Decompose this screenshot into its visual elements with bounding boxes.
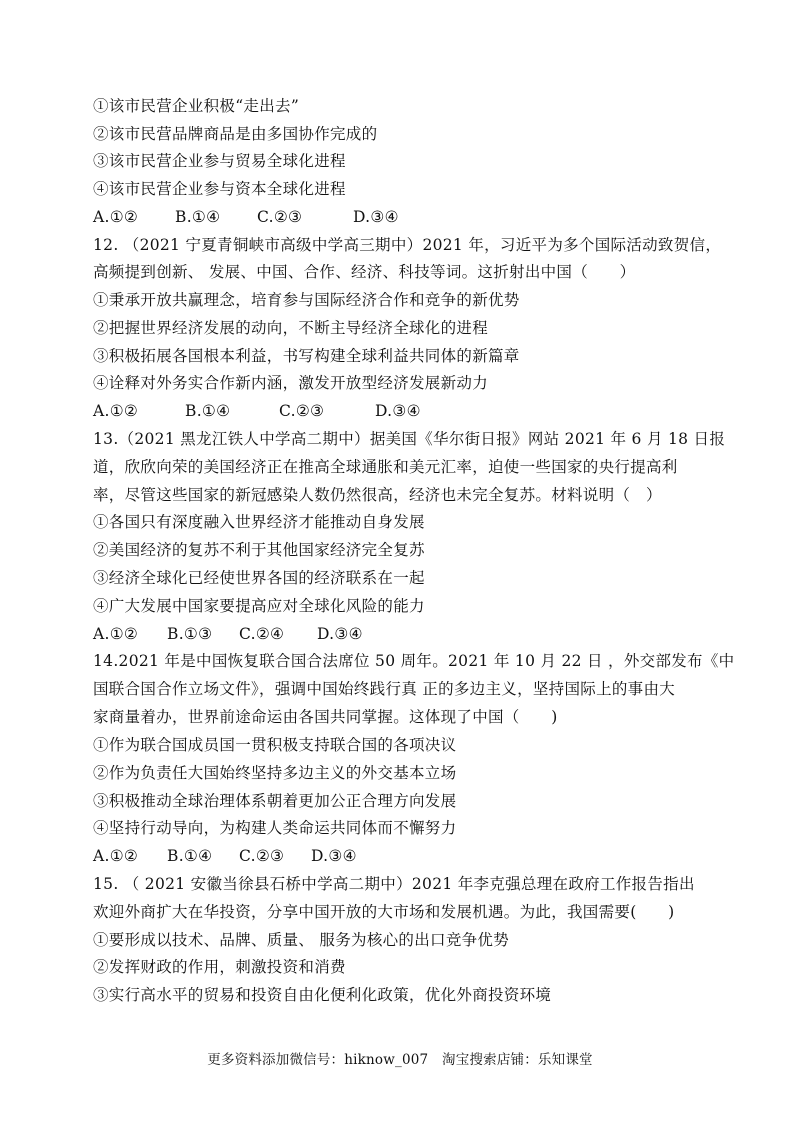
q14-option-b: B.①④ — [167, 847, 213, 865]
q11-option-d: D.③④ — [353, 208, 399, 226]
q14-option-c: C.②③ — [239, 847, 285, 865]
q12-item-1: ①秉承开放共赢理念，培育参与国际经济合作和竞争的新优势 — [93, 291, 520, 309]
page-footer: 更多资料添加微信号：hiknow_007 淘宝搜索店铺：乐知课堂 — [207, 1052, 593, 1068]
q15-stem-line-1: 15. （ 2021 安徽当徐县石桥中学高二期中）2021 年李克强总理在政府工作报告指出 — [93, 875, 695, 893]
q13-stem-line-2: 道，欣欣向荣的美国经济正在推高全球通胀和美元汇率，迫使一些国家的央行提高利 — [93, 458, 678, 476]
q13-option-d: D.③④ — [317, 625, 363, 643]
q13-item-2: ②美国经济的复苏不利于其他国家经济完全复苏 — [93, 541, 425, 559]
q11-item-2: ②该市民营品牌商品是由多国协作完成的 — [93, 125, 378, 143]
q13-item-4: ④广大发展中国家要提高应对全球化风险的能力 — [93, 597, 425, 615]
q13-option-a: A.①② — [93, 625, 139, 643]
q11-option-a: A.①② — [93, 208, 139, 226]
q13-item-1: ①各国只有深度融入世界经济才能推动自身发展 — [93, 513, 425, 531]
q14-item-3: ③积极推动全球治理体系朝着更加公正合理方向发展 — [93, 792, 457, 810]
q12-options — [93, 401, 710, 421]
q11-item-4: ④该市民营企业参与资本全球化进程 — [93, 180, 346, 198]
q13-item-3: ③经济全球化已经使世界各国的经济联系在一起 — [93, 569, 425, 587]
q12-item-4: ④诠释对外务实合作新内涵，激发开放型经济发展新动力 — [93, 374, 489, 392]
q14-options — [93, 846, 710, 866]
q11-options — [93, 207, 710, 227]
q14-item-1: ①作为联合国成员国一贯积极支持联合国的各项决议 — [93, 736, 457, 754]
q12-option-b: B.①④ — [185, 402, 231, 420]
q13-options — [93, 624, 710, 644]
q11-option-b: B.①④ — [175, 208, 221, 226]
q12-stem-line-2: 高频提到创新、 发展、中国、合作、经济、科技等词。这折射出中国（ ） — [93, 263, 636, 281]
q13-option-b: B.①③ — [167, 625, 213, 643]
q15-item-2: ②发挥财政的作用，刺激投资和消费 — [93, 958, 346, 976]
q12-option-c: C.②③ — [279, 402, 325, 420]
q15-item-3: ③实行高水平的贸易和投资自由化便利化政策，优化外商投资环境 — [93, 986, 552, 1004]
q14-option-a: A.①② — [93, 847, 139, 865]
q11-item-1: ①该市民营企业积极“走出去” — [93, 97, 300, 115]
q12-option-d: D.③④ — [375, 402, 421, 420]
q14-stem-line-2: 国联合国合作立场文件》，强调中国始终践行真 正的多边主义，坚持国际上的事由大 — [93, 680, 676, 698]
q12-item-2: ②把握世界经济发展的动向，不断主导经济全球化的进程 — [93, 319, 489, 337]
q12-stem-line-1: 12. （2021 宁夏青铜峡市高级中学高三期中）2021 年，习近平为多个国际活动致贺信， — [93, 236, 722, 254]
q14-stem-line-3: 家商量着办，世界前途命运由各国共同掌握。这体现了中国（ ) — [93, 708, 558, 726]
q13-option-c: C.②④ — [239, 625, 285, 643]
q13-stem-line-1: 13.（2021 黑龙江铁人中学高二期中）据美国《华尔街日报》网站 2021 年 6 月 18 日报 — [93, 430, 726, 448]
q14-item-4: ④坚持行动导向，为构建人类命运共同体而不懈努力 — [93, 819, 457, 837]
q14-option-d: D.③④ — [311, 847, 357, 865]
q15-item-1: ①要形成以技术、品牌、质量、 服务为核心的出口竞争优势 — [93, 931, 510, 949]
q14-item-2: ②作为负责任大国始终坚持多边主义的外交基本立场 — [93, 764, 457, 782]
q11-option-c: C.②③ — [257, 208, 303, 226]
q15-stem-line-2: 欢迎外商扩大在华投资，分享中国开放的大市场和发展机遇。为此，我国需要( ) — [93, 903, 675, 921]
q13-stem-line-3: 率，尽管这些国家的新冠感染人数仍然很高，经济也未完全复苏。材料说明（ ） — [93, 486, 662, 504]
q12-item-3: ③积极拓展各国根本利益，书写构建全球利益共同体的新篇章 — [93, 347, 520, 365]
q14-stem-line-1: 14.2021 年是中国恢复联合国合法席位 50 周年。2021 年 10 月 22 日 ，外交部发布《中 — [93, 652, 735, 670]
q11-item-3: ③该市民营企业参与贸易全球化进程 — [93, 152, 346, 170]
q12-option-a: A.①② — [93, 402, 139, 420]
